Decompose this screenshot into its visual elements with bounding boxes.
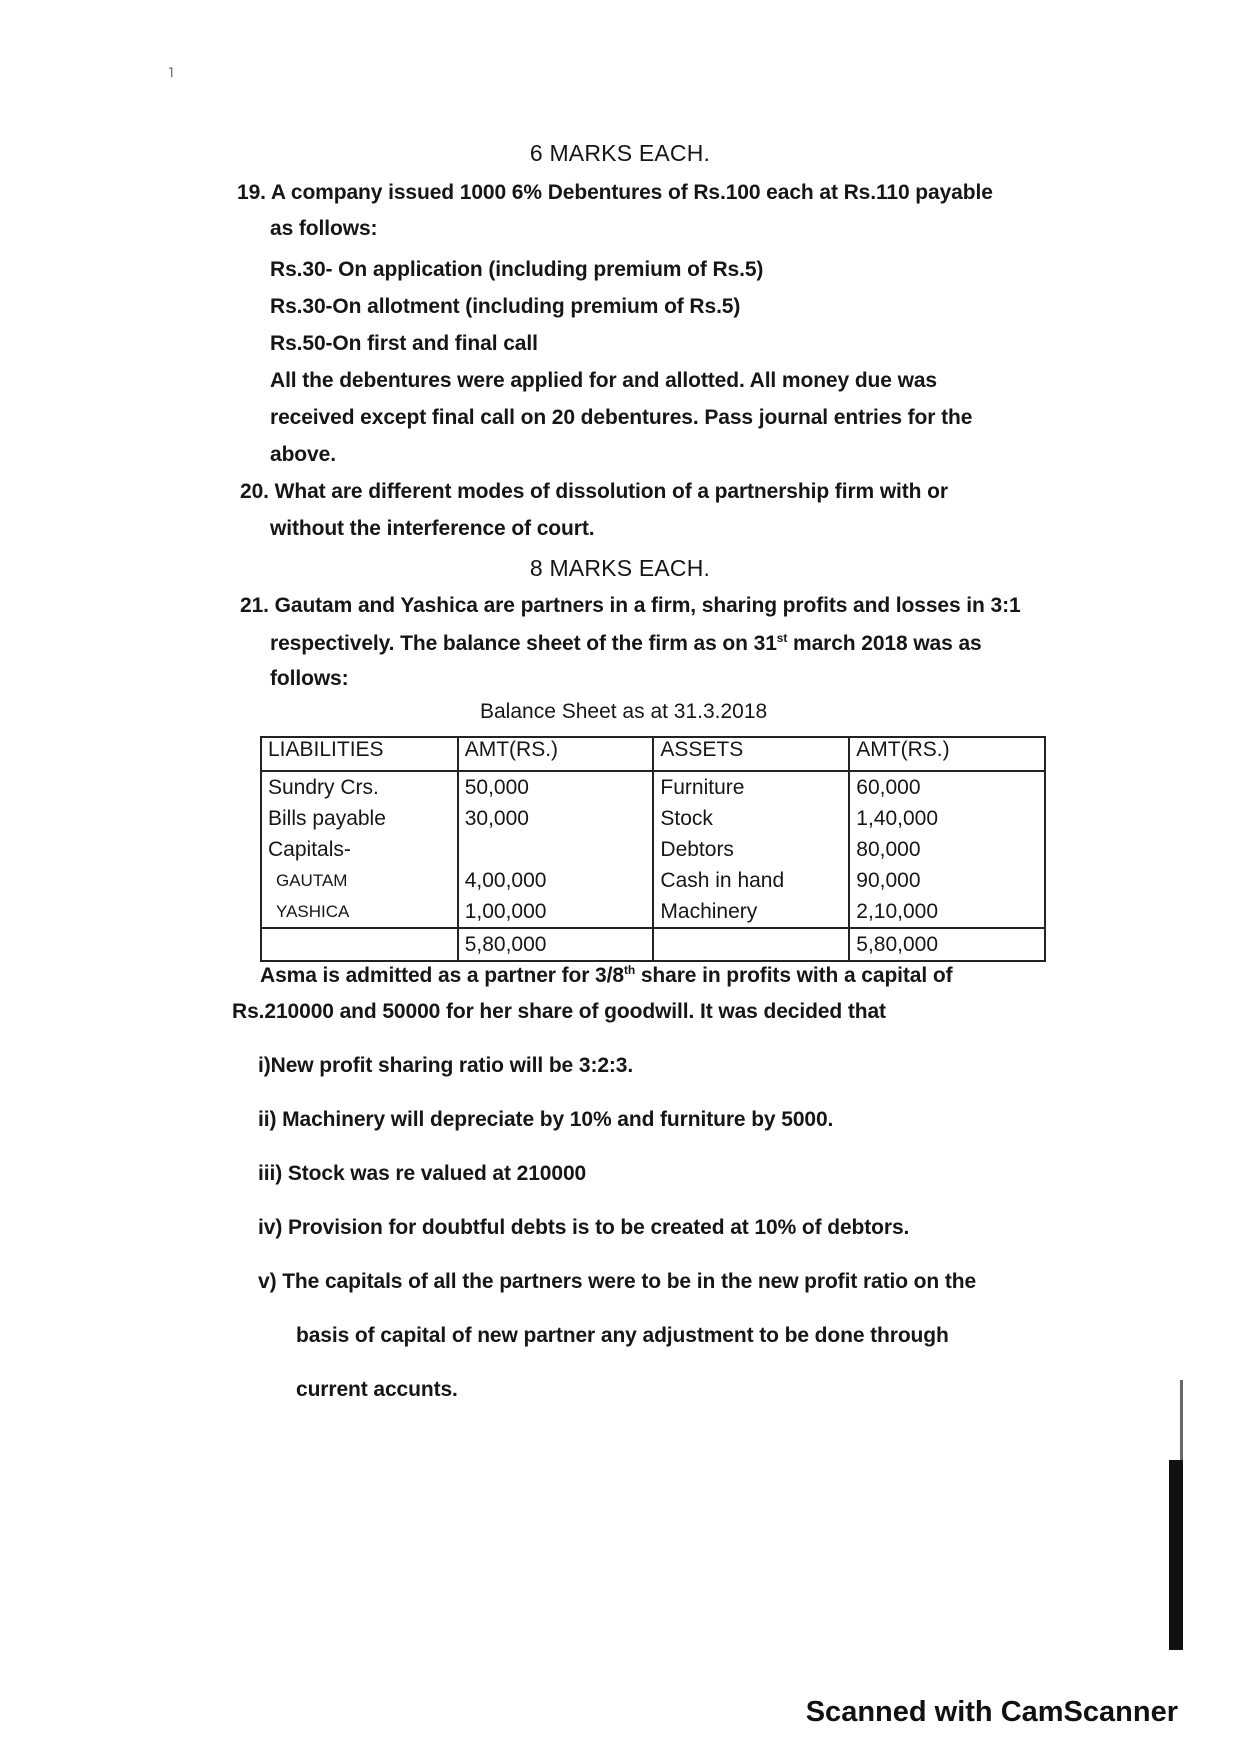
q19-line: 19. A company issued 1000 6% Debentures of Rs.100 each at Rs.110 payable [237, 181, 993, 204]
condition-item: iv) Provision for doubtful debts is to be created at 10% of debtors. [258, 1216, 910, 1239]
q21-line: follows: [270, 667, 349, 690]
q19-line: Rs.30- On application (including premium of Rs.5) [270, 258, 764, 281]
q19-line: All the debentures were applied for and allotted. All money due was [270, 369, 937, 392]
table-row [261, 865, 1045, 896]
cell-amount: 50,000 [458, 771, 654, 803]
q19-line: received except final call on 20 debentures. Pass journal entries for the [270, 406, 973, 429]
admission-text-end: share in profits with a capital of [635, 964, 953, 987]
cell-amount: 90,000 [849, 865, 1045, 896]
condition-item: basis of capital of new partner any adjustment to be done through [296, 1324, 949, 1347]
q21-line [270, 631, 982, 656]
q21-line2-text: respectively. The balance sheet of the firm as on 31 [270, 632, 777, 655]
table-row [261, 771, 1045, 803]
condition-item: ii) Machinery will depreciate by 10% and furniture by 5000. [258, 1108, 834, 1131]
q19-line: Rs.50-On first and final call [270, 332, 538, 355]
condition-item: current accunts. [296, 1378, 458, 1401]
cell-liability: Capitals- [261, 834, 458, 865]
section-heading-six-marks: 6 MARKS EACH. [529, 140, 711, 166]
header-liabilities: LIABILITIES [261, 737, 458, 771]
condition-item: iii) Stock was re valued at 210000 [258, 1162, 587, 1185]
cell-total-liabilities: 5,80,000 [458, 928, 654, 961]
q21-line2-text-end: march 2018 was as [787, 632, 982, 655]
q21-line: 21. Gautam and Yashica are partners in a firm, sharing profits and losses in 3:1 [240, 594, 1021, 617]
header-liabilities-amount: AMT(RS.) [458, 737, 654, 771]
cell-amount: 4,00,000 [458, 865, 654, 896]
cell-liability: YASHICA [261, 896, 458, 928]
cell-total-blank [261, 928, 458, 961]
cell-amount: 1,00,000 [458, 896, 654, 928]
admission-line: Rs.210000 and 50000 for her share of goodwill. It was decided that [232, 1000, 886, 1023]
admission-text: Asma is admitted as a partner for 3/8 [260, 964, 624, 987]
scan-edge-bar [1169, 1460, 1183, 1650]
table-header-row [261, 737, 1045, 771]
q19-line: as follows: [270, 217, 378, 240]
cell-asset: Cash in hand [653, 865, 849, 896]
table-row [261, 896, 1045, 928]
cell-liability: Bills payable [261, 803, 458, 834]
q19-line: above. [270, 443, 336, 466]
camscanner-watermark: Scanned with CamScanner [805, 1696, 1178, 1728]
table-row [261, 834, 1045, 865]
admission-line [260, 963, 952, 988]
superscript-st: st [776, 631, 788, 645]
cell-total-assets: 5,80,000 [849, 928, 1045, 961]
header-assets-amount: AMT(RS.) [849, 737, 1045, 771]
balance-sheet-table [260, 736, 1046, 962]
cell-asset: Stock [653, 803, 849, 834]
table-row [261, 803, 1045, 834]
q19-line: Rs.30-On allotment (including premium of Rs.5) [270, 295, 741, 318]
page-corner-mark: ˥ [168, 64, 174, 80]
cell-asset: Machinery [653, 896, 849, 928]
header-assets: ASSETS [653, 737, 849, 771]
cell-amount: 1,40,000 [849, 803, 1045, 834]
cell-amount [458, 834, 654, 865]
q20-line: 20. What are different modes of dissolution of a partnership firm with or [240, 480, 948, 503]
cell-amount: 2,10,000 [849, 896, 1045, 928]
cell-amount: 30,000 [458, 803, 654, 834]
section-heading-eight-marks: 8 MARKS EACH. [529, 555, 711, 581]
table-total-row [261, 928, 1045, 961]
superscript-th: th [623, 963, 636, 977]
q20-line: without the interference of court. [270, 517, 595, 540]
cell-liability: Sundry Crs. [261, 771, 458, 803]
cell-amount: 80,000 [849, 834, 1045, 865]
condition-item: v) The capitals of all the partners were to be in the new profit ratio on the [258, 1270, 977, 1293]
cell-asset: Debtors [653, 834, 849, 865]
condition-item: i)New profit sharing ratio will be 3:2:3. [258, 1054, 634, 1077]
cell-total-blank [653, 928, 849, 961]
cell-amount: 60,000 [849, 771, 1045, 803]
balance-sheet-caption: Balance Sheet as at 31.3.2018 [480, 700, 768, 723]
cell-liability: GAUTAM [261, 865, 458, 896]
cell-asset: Furniture [653, 771, 849, 803]
